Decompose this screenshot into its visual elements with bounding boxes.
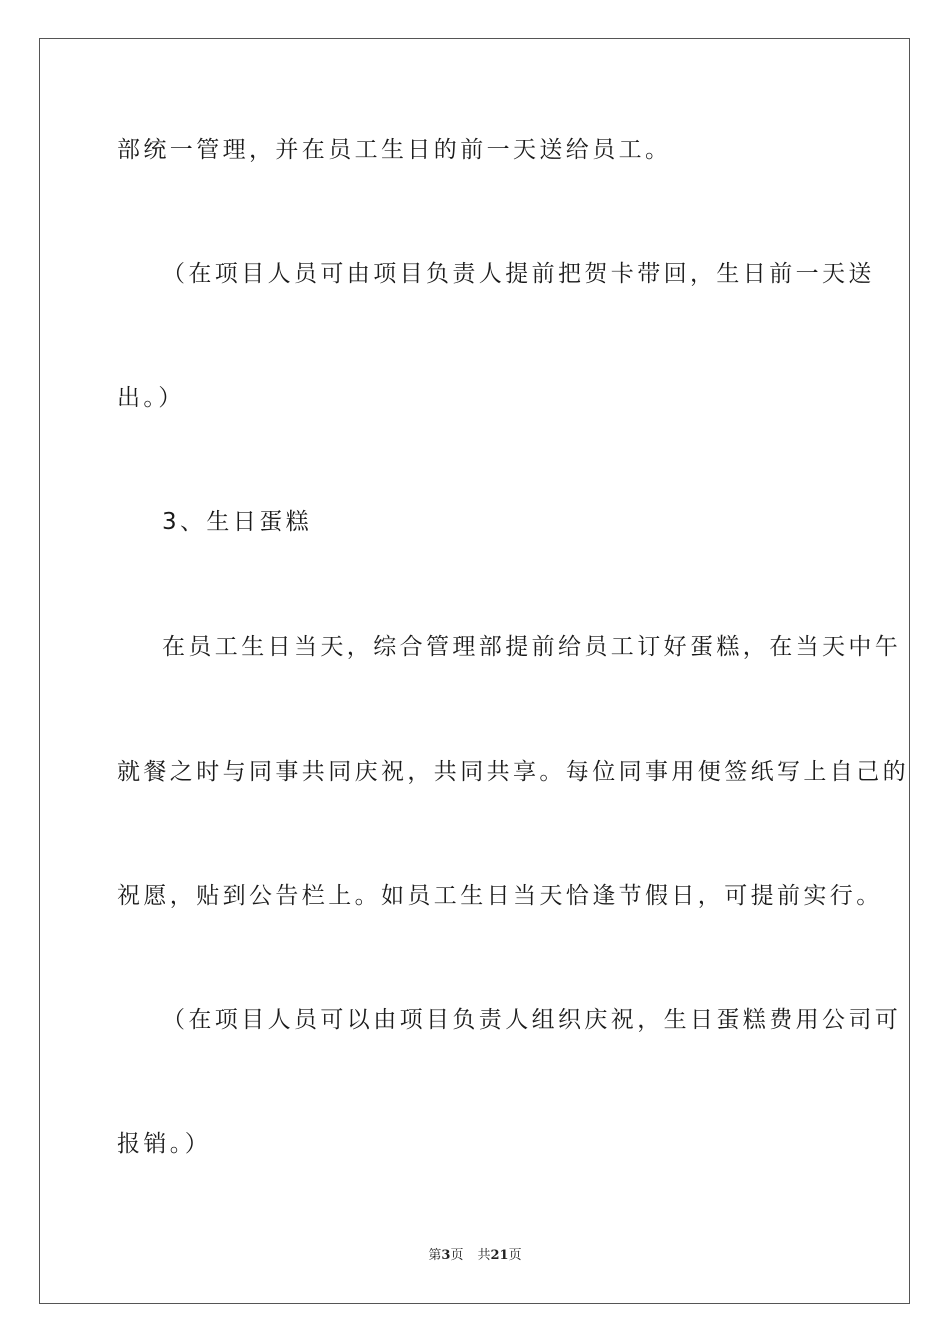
total-prefix: 共 xyxy=(477,1248,491,1263)
paragraph-line: （在项目人员可由项目负责人提前把贺卡带回，生日前一天送 xyxy=(162,261,875,287)
page-footer xyxy=(0,1247,950,1265)
page-prefix: 第 xyxy=(428,1248,442,1263)
paragraph-line: 部统一管理，并在员工生日的前一天送给员工。 xyxy=(117,137,672,163)
total-suffix: 页 xyxy=(508,1248,522,1263)
page-suffix: 页 xyxy=(450,1248,464,1263)
total-pages: 21 xyxy=(490,1248,509,1263)
paragraph-line: 报销。） xyxy=(117,1131,212,1157)
paragraph-line: 祝愿，贴到公告栏上。如员工生日当天恰逢节假日，可提前实行。 xyxy=(117,883,883,909)
section-heading: 3、生日蛋糕 xyxy=(162,509,313,535)
paragraph-line: 就餐之时与同事共同庆祝，共同共享。每位同事用便签纸写上自己的 xyxy=(117,759,909,785)
paragraph-line: （在项目人员可以由项目负责人组织庆祝，生日蛋糕费用公司可 xyxy=(162,1007,902,1033)
page-number: 3 xyxy=(441,1248,451,1263)
paragraph-line: 在员工生日当天，综合管理部提前给员工订好蛋糕，在当天中午 xyxy=(162,634,902,660)
page-border xyxy=(39,38,910,1304)
paragraph-line: 出。） xyxy=(117,385,185,411)
